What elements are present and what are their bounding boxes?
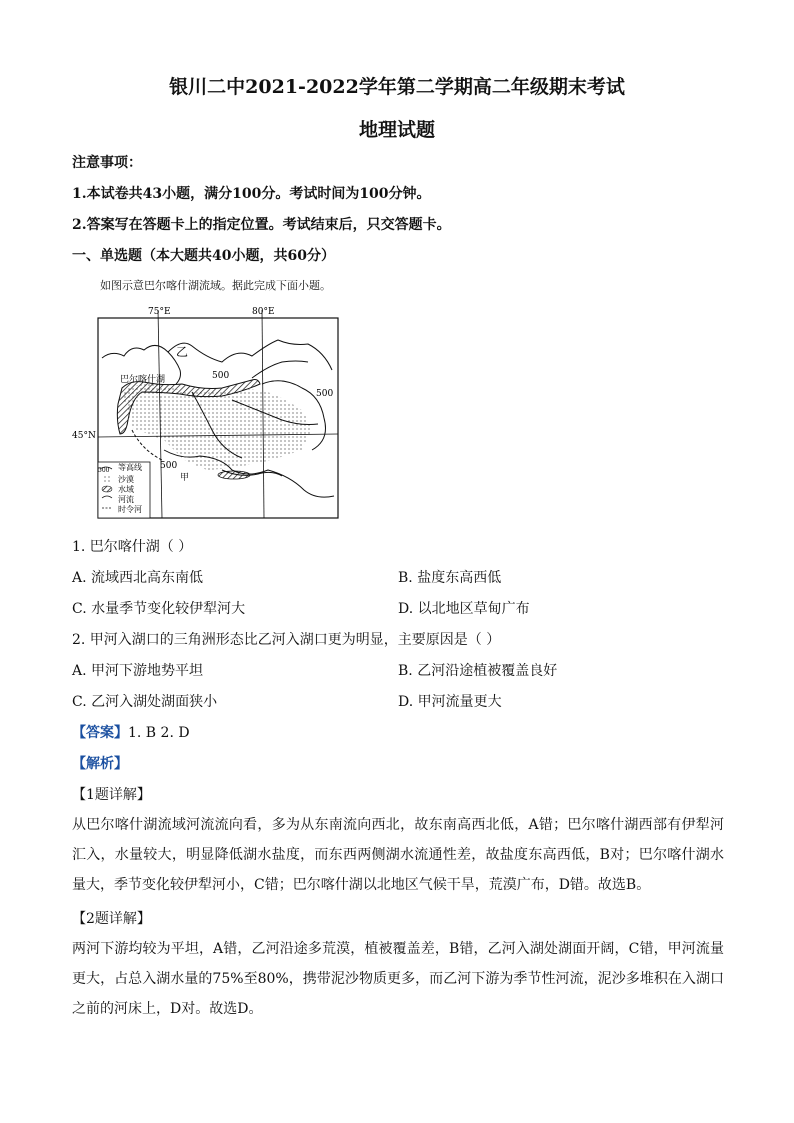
analysis-tag: 【解析】 — [72, 756, 128, 772]
q1-option-b: B. 盐度东高西低 — [398, 570, 502, 586]
page-subtitle: 地理试题 — [358, 119, 435, 141]
q1-option-c: C. 水量季节变化较伊犁河大 — [72, 601, 246, 617]
lon-label-80: 80°E — [252, 307, 275, 317]
legend-contour-num: 500 — [98, 467, 110, 474]
q1-option-a: A. 流域西北高东南低 — [72, 570, 204, 586]
legend-seasonal-label: 时令河 — [118, 505, 142, 514]
analysis-q1-heading: 【1题详解】 — [72, 787, 151, 803]
answer-tag: 【答案】 — [72, 725, 128, 741]
legend-desert-label: 沙漠 — [118, 475, 134, 484]
river-yi-label: 乙 — [176, 345, 189, 359]
page-title: 银川二中2021-2022学年第二学期高二年级期末考试 — [169, 76, 625, 98]
legend-contour-label: 等高线 — [118, 463, 142, 472]
q1-option-d: D. 以北地区草甸广布 — [398, 601, 530, 617]
contour-label: 500 — [212, 371, 230, 381]
lat-label-45: 45°N — [72, 431, 96, 441]
river — [252, 361, 308, 378]
legend-water-symbol — [102, 486, 112, 492]
analysis-q2-heading: 【2题详解】 — [72, 911, 151, 927]
legend-water-label: 水域 — [118, 485, 134, 494]
map-caption: 如图示意巴尔喀什湖流域。据此完成下面小题。 — [100, 279, 331, 292]
q2-option-a: A. 甲河下游地势平坦 — [72, 663, 204, 679]
legend-river-label: 河流 — [118, 495, 134, 504]
answer-line — [72, 722, 190, 742]
q1-stem: 1. 巴尔喀什湖（ ） — [72, 539, 193, 555]
q2-option-d: D. 甲河流量更大 — [398, 694, 502, 710]
lake-label: 巴尔喀什湖 — [120, 375, 166, 385]
q2-option-b: B. 乙河沿途植被覆盖良好 — [398, 663, 558, 679]
water-body-south — [218, 471, 250, 479]
contour-label: 500 — [160, 461, 178, 471]
contour-line — [102, 340, 332, 370]
river-jia-label: 甲 — [180, 473, 190, 483]
notice-item-1: 1.本试卷共43小题，满分100分。考试时间为100分钟。 — [72, 186, 431, 202]
analysis-q2-text: 两河下游均较为平坦，A错，乙河沿途多荒漠，植被覆盖差，B错，乙河入湖处湖面开阔，C错，甲河流量更大，占总入湖水量的75%至80%，携带泥沙物质更多，而乙河下游为季节性河流，泥沙多堆积在入湖口之前的河床上，D对。故选D。 — [72, 941, 724, 1017]
notice-heading: 注意事项： — [72, 155, 142, 171]
q2-option-c: C. 乙河入湖处湖面狭小 — [72, 694, 218, 710]
legend-desert-symbol — [102, 476, 112, 482]
notice-item-2: 2.答案写在答题卡上的指定位置。考试结束后，只交答题卡。 — [72, 217, 451, 233]
lon-label-75: 75°E — [148, 307, 171, 317]
section-heading: 一、单选题（本大题共40小题，共60分） — [72, 248, 335, 264]
q2-stem: 2. 甲河入湖口的三角洲形态比乙河入湖口更为明显，主要原因是（ ） — [72, 632, 501, 648]
basin-map — [72, 300, 352, 525]
answer-value: 1. B 2. D — [128, 725, 190, 741]
contour-label: 500 — [316, 389, 334, 399]
analysis-q1-text: 从巴尔喀什湖流域河流流向看，多为从东南流向西北，故东南高西北低，A错；巴尔喀什湖西部有伊犁河汇入，水量较大，明显降低湖水盐度，而东西两侧湖水流通性差，故盐度东高西低，B对；巴尔喀什湖水量大，季节变化较伊犁河小，C错；巴尔喀什湖以北地区气候干旱，荒漠广布，D错。故选B。 — [72, 817, 724, 893]
